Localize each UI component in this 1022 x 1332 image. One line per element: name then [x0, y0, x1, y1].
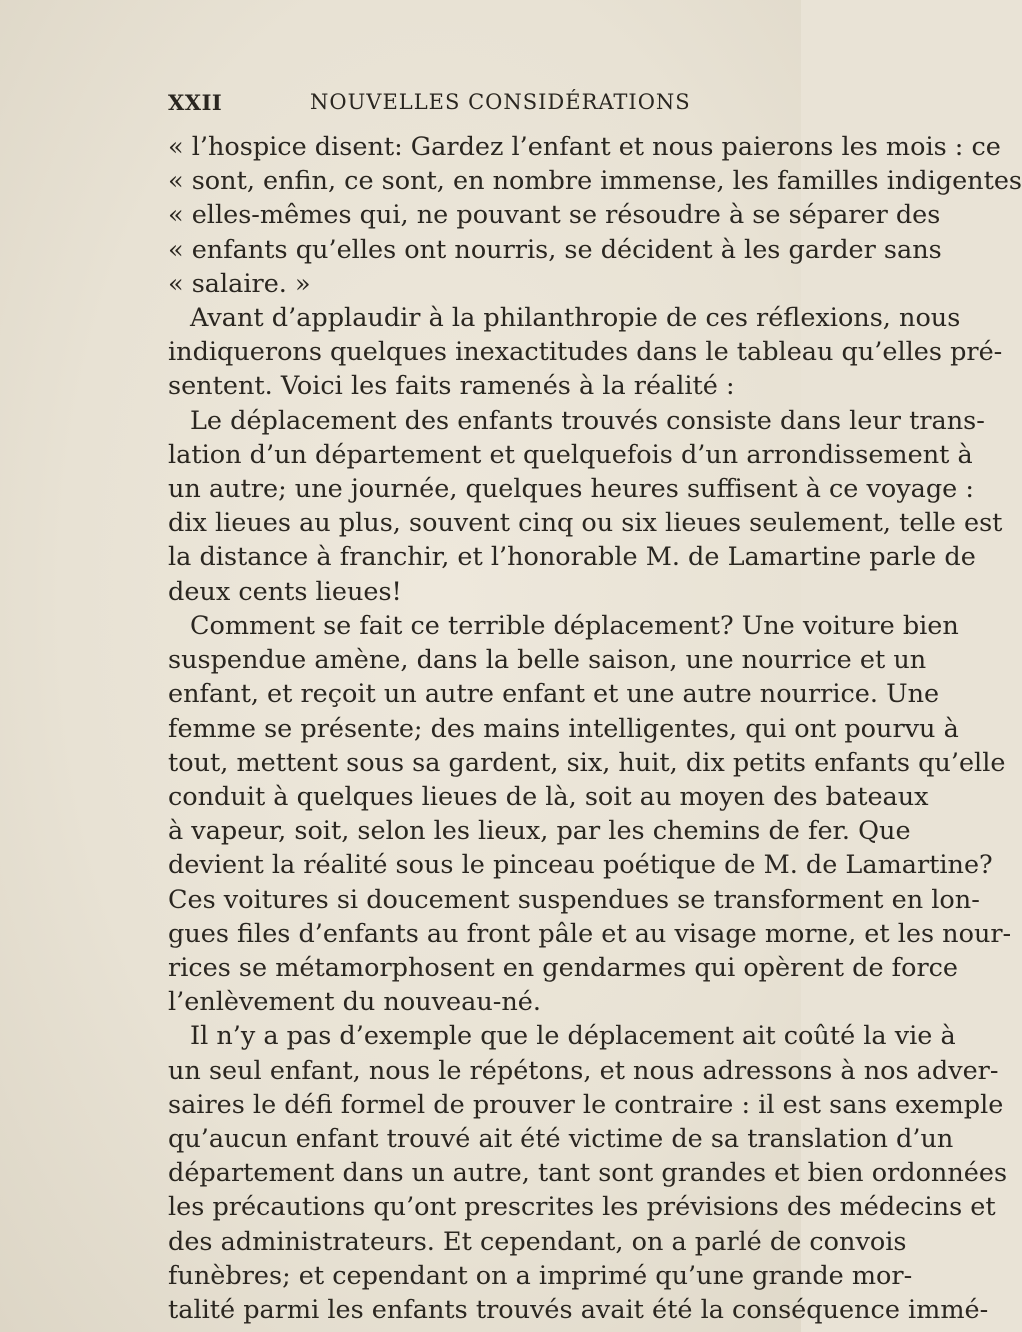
text-line: rices se métamorphosent en gendarmes qui opèrent de force: [168, 953, 959, 983]
text-line: les précautions qu’ont prescrites les prévisions des médecins et: [168, 1192, 996, 1222]
running-title: NOUVELLES CONSIDÉRATIONS: [310, 90, 691, 114]
text-line: tout, mettent sous sa gardent, six, huit, dix petits enfants qu’elle: [168, 748, 1006, 778]
text-line: deux cents lieues!: [168, 577, 402, 607]
text-line: gues files d’enfants au front pâle et au visage morne, et les nour-: [168, 919, 1012, 949]
text-line: un seul enfant, nous le répétons, et nous adressons à nos adver-: [168, 1056, 999, 1086]
page-header: [168, 90, 728, 120]
text-line: Le déplacement des enfants trouvés consiste dans leur trans-: [190, 406, 985, 436]
text-line: qu’aucun enfant trouvé ait été victime de sa translation d’un: [168, 1124, 954, 1154]
text-line: des administrateurs. Et cependant, on a parlé de convois: [168, 1227, 907, 1257]
text-line: enfant, et reçoit un autre enfant et une autre nourrice. Une: [168, 679, 940, 709]
text-line: « elles-mêmes qui, ne pouvant se résoudre à se séparer des: [168, 200, 941, 230]
text-line: département dans un autre, tant sont grandes et bien ordonnées: [168, 1158, 1008, 1188]
text-line: femme se présente; des mains intelligentes, qui ont pourvu à: [168, 714, 959, 744]
text-line: « salaire. »: [168, 269, 311, 299]
text-line: suspendue amène, dans la belle saison, une nourrice et un: [168, 645, 927, 675]
text-line: indiquerons quelques inexactitudes dans le tableau qu’elles pré-: [168, 337, 1003, 367]
text-line: Comment se fait ce terrible déplacement? Une voiture bien: [190, 611, 959, 641]
text-line: conduit à quelques lieues de là, soit au moyen des bateaux: [168, 782, 929, 812]
text-line: devient la réalité sous le pinceau poétique de M. de Lamartine?: [168, 850, 993, 880]
text-line: talité parmi les enfants trouvés avait été la conséquence immé-: [168, 1295, 989, 1325]
text-line: « l’hospice disent: Gardez l’enfant et nous paierons les mois : ce: [168, 132, 1001, 162]
text-line: un autre; une journée, quelques heures suffisent à ce voyage :: [168, 474, 974, 504]
text-line: dix lieues au plus, souvent cinq ou six lieues seulement, telle est: [168, 508, 1003, 538]
text-line: saires le défi formel de prouver le contraire : il est sans exemple: [168, 1090, 1004, 1120]
text-line: lation d’un département et quelquefois d’un arrondissement à: [168, 440, 973, 470]
text-line: à vapeur, soit, selon les lieux, par les chemins de fer. Que: [168, 816, 911, 846]
text-line: Avant d’applaudir à la philanthropie de ces réflexions, nous: [190, 303, 961, 333]
text-line: l’enlèvement du nouveau-né.: [168, 987, 541, 1017]
text-line: Il n’y a pas d’exemple que le déplacement ait coûté la vie à: [190, 1021, 956, 1051]
text-line: la distance à franchir, et l’honorable M. de Lamartine parle de: [168, 542, 976, 572]
text-line: sentent. Voici les faits ramenés à la réalité :: [168, 371, 735, 401]
text-line: Ces voitures si doucement suspendues se transforment en lon-: [168, 885, 980, 915]
text-line: « enfants qu’elles ont nourris, se décident à les garder sans: [168, 235, 942, 265]
text-line: funèbres; et cependant on a imprimé qu’une grande mor-: [168, 1261, 913, 1291]
page-number: XXII: [168, 90, 223, 115]
text-line: « sont, enfin, ce sont, en nombre immense, les familles indigentes: [168, 166, 1022, 196]
